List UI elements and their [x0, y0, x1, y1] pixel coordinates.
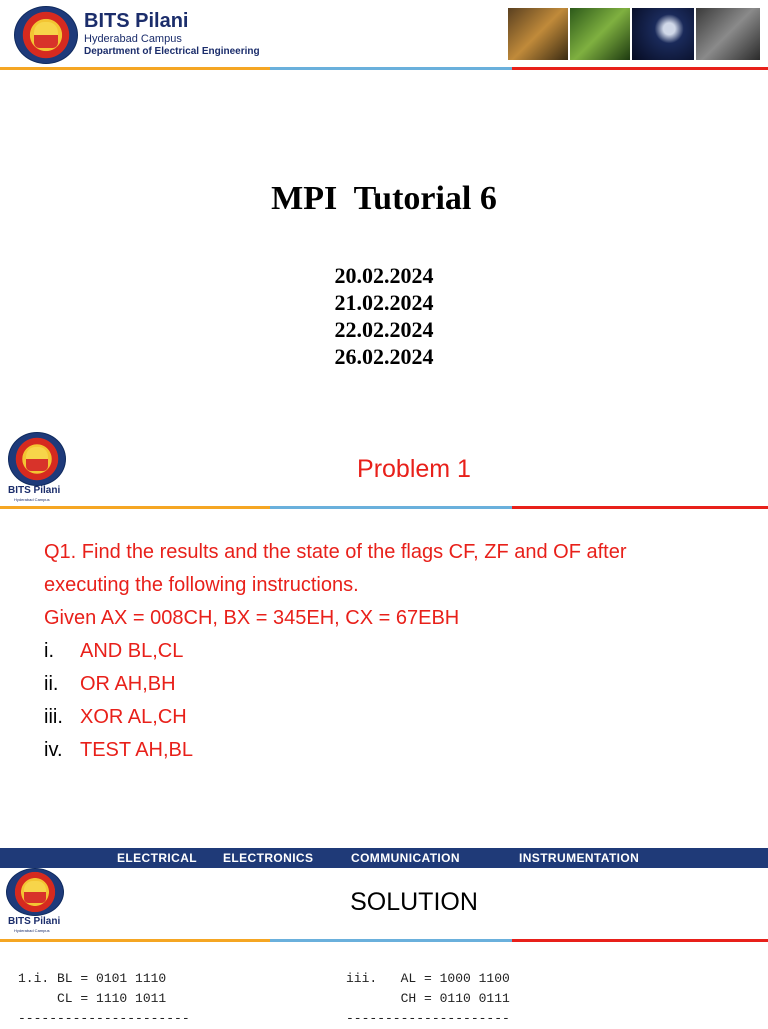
problem-stripe — [0, 506, 768, 509]
bits-name: BITS Pilani — [8, 485, 61, 496]
question-line: Q1. Find the results and the state of the flags CF, ZF and OF after — [44, 541, 627, 563]
bits-logo — [14, 6, 78, 64]
given-values: Given AX = 008CH, BX = 345EH, CX = 67EBH — [44, 607, 460, 629]
photo-control-panel — [696, 8, 760, 60]
instruction-item — [44, 668, 754, 701]
date-list — [0, 262, 768, 370]
code-line: 1.i. BL = 0101 1110 — [18, 971, 167, 986]
instruction-item — [44, 635, 754, 668]
item-text: OR AH,BH — [80, 673, 176, 695]
tutorial-title: MPI Tutorial 6 — [271, 180, 497, 217]
item-number: i. — [44, 640, 54, 662]
item-text: TEST AH,BL — [80, 739, 194, 761]
item-text: XOR AL,CH — [80, 706, 187, 728]
instruction-item — [44, 734, 754, 767]
campus-label-small: Hyderabad Campus — [14, 497, 50, 502]
item-number: iv. — [44, 739, 63, 761]
code-line: CH = 0110 0111 — [346, 991, 510, 1006]
bits-pilani-wordmark — [84, 10, 188, 33]
solution-left-column — [18, 969, 190, 1029]
header-stripe — [0, 67, 768, 70]
instruction-item — [44, 701, 754, 734]
bits-logo-small — [6, 868, 64, 916]
photo-circuit-board — [570, 8, 630, 60]
campus-label-small: Hyderabad Campus — [14, 928, 50, 933]
footer-electronics: ELECTRONICS — [223, 851, 314, 865]
date-item: 21.02.2024 — [334, 290, 434, 315]
date-item: 26.02.2024 — [334, 344, 434, 369]
date-item: 20.02.2024 — [334, 263, 434, 288]
photo-satellite — [632, 8, 694, 60]
photo-industrial — [508, 8, 568, 60]
footer-electrical: ELECTRICAL — [117, 851, 197, 865]
code-line: --------------------- — [346, 1011, 510, 1026]
item-number: iii. — [44, 706, 63, 728]
bits-pilani-wordmark-small — [8, 916, 60, 927]
code-line: CL = 1110 1011 — [18, 991, 167, 1006]
bits-pilani-wordmark-small — [8, 485, 60, 496]
solution-right-column — [346, 969, 510, 1029]
date-item: 22.02.2024 — [334, 317, 434, 342]
bits-name: BITS Pilani — [84, 10, 189, 32]
footer-communication: COMMUNICATION — [351, 851, 460, 865]
solution-title: SOLUTION — [350, 888, 478, 916]
department-label: Department of Electrical Engineering — [84, 46, 260, 57]
code-line: iii. AL = 1000 1100 — [346, 971, 510, 986]
question-block — [44, 536, 754, 767]
footer-instrumentation: INSTRUMENTATION — [519, 851, 640, 865]
item-text: AND BL,CL — [80, 640, 184, 662]
item-number: ii. — [44, 673, 59, 695]
question-line: executing the following instructions. — [44, 574, 359, 596]
solution-stripe — [0, 939, 768, 942]
campus-label: Hyderabad Campus — [84, 33, 182, 45]
header-photo-strip — [508, 8, 760, 60]
code-line: ---------------------- — [18, 1011, 190, 1026]
bits-name: BITS Pilani — [8, 916, 61, 927]
department-footer-bar — [0, 848, 768, 868]
problem-title: Problem 1 — [357, 455, 471, 483]
bits-logo-small — [8, 432, 66, 486]
